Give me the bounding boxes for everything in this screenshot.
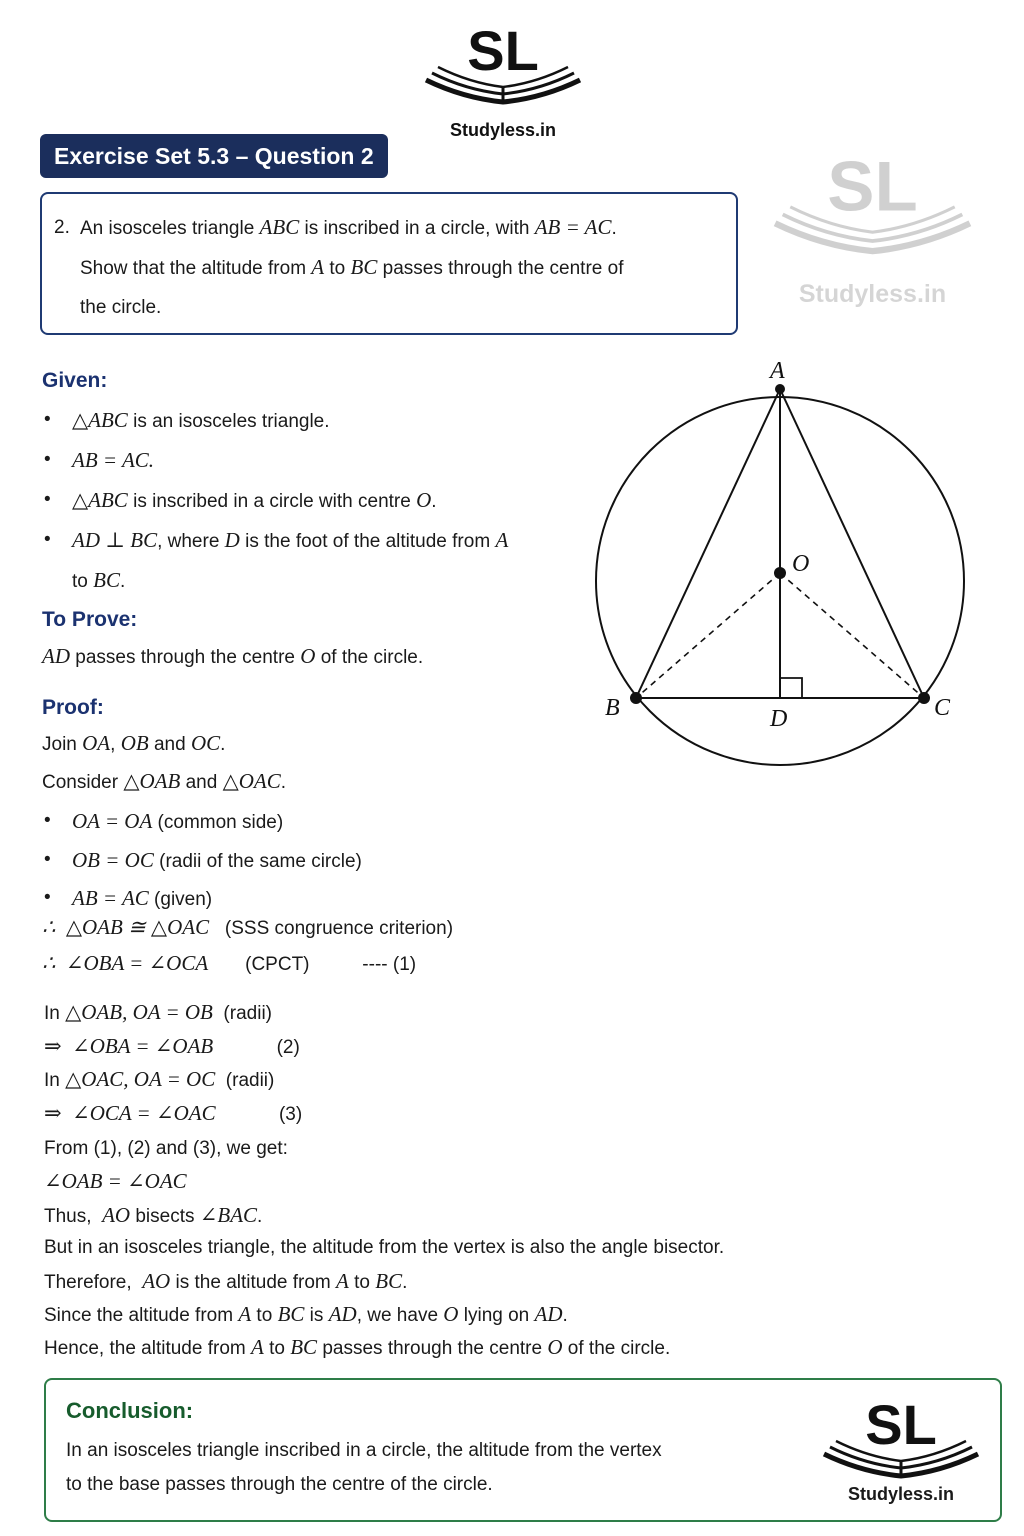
math-expression: A xyxy=(311,255,325,279)
math-expression: BC xyxy=(93,568,120,592)
math-expression: BC xyxy=(375,1269,403,1293)
side-ab xyxy=(636,389,780,698)
studyless-logo-bottom xyxy=(816,1392,986,1487)
proof-step: But in an isosceles triangle, the altitude from the vertex is also the angle bisector. xyxy=(44,1237,725,1258)
math-expression: ∠OAB = ∠OAC xyxy=(44,1169,187,1193)
math-expression: BC xyxy=(350,255,378,279)
math-expression: ∠BAC xyxy=(199,1203,258,1227)
math-expression: AD xyxy=(534,1302,563,1326)
proof-item: • OB = OC (radii of the same circle) xyxy=(42,842,582,881)
proof-list xyxy=(42,803,582,919)
proof-step: From (1), (2) and (3), we get: xyxy=(44,1138,288,1159)
label-d: D xyxy=(770,706,788,732)
label-b: B xyxy=(605,695,620,721)
studyless-logo xyxy=(418,18,588,113)
circle-triangle-figure xyxy=(590,355,980,785)
proof-step: ⇒ ∠OCA = ∠OAC (3) xyxy=(44,1101,303,1125)
watermark-site-name: Studyless.in xyxy=(798,280,947,308)
given-item: • △ABC is an isosceles triangle. xyxy=(42,401,582,441)
given-item: • AD ⊥ BC, where D is the foot of the altitude from A to BC. xyxy=(42,521,582,601)
math-expression: AD xyxy=(328,1302,357,1326)
proof-step: ⇒ ∠OBA = ∠OAB (2) xyxy=(44,1034,300,1058)
conclusion-box xyxy=(44,1378,1002,1522)
math-expression: ABC xyxy=(259,215,300,239)
given-item xyxy=(42,441,582,481)
math-expression: OA xyxy=(82,731,111,755)
question-line: the circle. xyxy=(80,297,162,318)
proof-step: Thus, AO bisects ∠BAC. xyxy=(44,1203,263,1227)
question-text xyxy=(80,208,716,327)
proof-heading: Proof: xyxy=(42,696,104,719)
math-expression: OA = OA xyxy=(72,809,153,833)
math-expression: O xyxy=(416,488,432,512)
math-expression: OB xyxy=(120,731,149,755)
watermark-logo xyxy=(765,140,980,270)
proof-step: Therefore, AO is the altitude from A to BC. xyxy=(44,1269,408,1293)
question-number: 2. xyxy=(54,217,70,238)
question-box xyxy=(40,192,738,335)
math-expression: O xyxy=(300,644,316,668)
question-line: An isosceles triangle ABC is inscribed in a circle, with AB = AC. xyxy=(80,215,617,239)
proof-step xyxy=(44,1169,187,1194)
svg-text:SL: SL xyxy=(827,147,918,227)
point-b xyxy=(630,692,642,704)
logo-site-name-bottom: Studyless.in xyxy=(847,1484,955,1504)
to-prove-heading: To Prove: xyxy=(42,608,138,631)
label-a: A xyxy=(770,358,785,384)
math-expression: O xyxy=(547,1335,563,1359)
math-expression: AO xyxy=(142,1269,171,1293)
proof-step: In △OAB, OA = OB (radii) xyxy=(44,1000,272,1024)
math-expression: BC xyxy=(277,1302,305,1326)
proof-step: In △OAC, OA = OC (radii) xyxy=(44,1067,275,1091)
math-expression: ∴ △OAB ≅ △OAC xyxy=(42,915,210,939)
proof-item: • AB = AC (given) xyxy=(42,880,582,919)
logo-site-name: Studyless.in xyxy=(449,120,557,140)
proof-congruence: ∴ △OAB ≅ △OAC (SSS congruence criterion) xyxy=(42,915,454,939)
given-list xyxy=(42,401,582,601)
segment-ob xyxy=(636,573,780,698)
math-expression: D xyxy=(224,528,240,552)
to-prove-text: AD passes through the centre O of the circle. xyxy=(42,644,424,668)
math-expression: AD ⊥ BC xyxy=(72,528,158,552)
conclusion-line: In an isosceles triangle inscribed in a circle, the altitude from the vertex xyxy=(66,1440,662,1461)
math-expression: AB = AC. xyxy=(72,448,155,472)
point-o xyxy=(774,567,786,579)
math-expression: △ABC xyxy=(72,488,128,512)
math-expression: ⇒ ∠OCA = ∠OAC xyxy=(44,1101,216,1125)
math-expression: A xyxy=(251,1335,264,1359)
math-expression: AB = AC xyxy=(72,886,149,910)
math-expression: OB = OC xyxy=(72,847,154,872)
logo-mark: SL xyxy=(467,19,539,82)
question-line: Show that the altitude from A to BC passes through the centre of xyxy=(80,255,624,279)
given-item: • △ABC is inscribed in a circle with centre O. xyxy=(42,481,582,521)
proof-step: Hence, the altitude from A to BC passes through the centre O of the circle. xyxy=(44,1335,671,1359)
given-heading: Given: xyxy=(42,369,108,392)
math-expression: AD xyxy=(42,644,70,668)
math-expression: ⇒ ∠OBA = ∠OAB xyxy=(44,1034,214,1058)
proof-consider: Consider △OAB and △OAC. xyxy=(42,769,287,793)
math-expression: A xyxy=(495,528,509,552)
math-expression: △ABC xyxy=(72,408,128,432)
math-expression: ∴ ∠OBA = ∠OCA xyxy=(42,951,209,975)
conclusion-heading: Conclusion: xyxy=(66,1398,194,1423)
math-expression: △OAB xyxy=(123,769,181,793)
math-expression: OC xyxy=(190,731,221,755)
label-c: C xyxy=(934,695,951,721)
side-ac xyxy=(780,389,924,698)
math-expression: AO xyxy=(102,1203,131,1227)
math-expression: A xyxy=(238,1302,252,1326)
math-expression: BC xyxy=(290,1335,318,1359)
right-angle-mark xyxy=(780,678,802,698)
math-expression: O xyxy=(443,1302,459,1326)
point-a xyxy=(775,384,785,394)
proof-step: Since the altitude from A to BC is AD, we have O lying on AD. xyxy=(44,1302,568,1326)
math-expression: △OAC, OA = OC xyxy=(65,1067,216,1091)
math-expression: AB = AC xyxy=(534,215,612,239)
conclusion-text xyxy=(66,1434,726,1502)
proof-cpct: ∴ ∠OBA = ∠OCA (CPCT) ---- (1) xyxy=(42,951,417,975)
proof-item: • OA = OA (common side) xyxy=(42,803,582,842)
math-expression: △OAB, OA = OB xyxy=(65,1000,213,1024)
exercise-badge: Exercise Set 5.3 – Question 2 xyxy=(40,134,388,178)
conclusion-line: to the base passes through the centre of the circle. xyxy=(66,1474,493,1495)
proof-join: Join OA, OB and OC. xyxy=(42,731,226,755)
svg-text:SL: SL xyxy=(865,1393,937,1456)
label-o: O xyxy=(792,551,810,577)
math-expression: A xyxy=(336,1269,349,1293)
math-expression: △OAC xyxy=(222,769,281,793)
point-c xyxy=(918,692,930,704)
